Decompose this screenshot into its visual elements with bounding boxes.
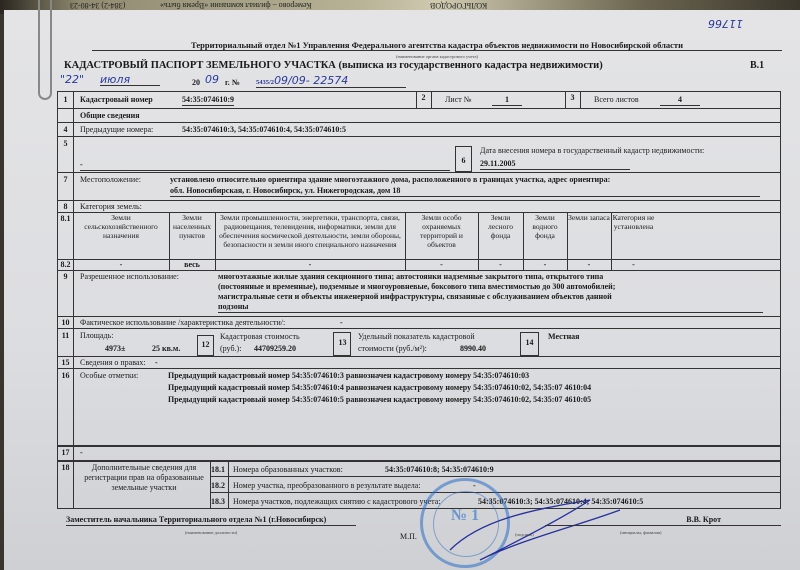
land-category-header: Земли сельскохозяйственного назначения	[84, 213, 158, 240]
official-position: Заместитель начальника Территориального отдела №1 (г.Новосибирск)	[66, 515, 356, 526]
specific-cost: 8990.40	[460, 344, 486, 353]
row5-value: -	[80, 160, 450, 171]
year-suffix: 09	[205, 73, 219, 86]
doc-number-hand: 09/09- 22574	[274, 74, 349, 87]
divider	[57, 172, 781, 173]
authority-name: Территориальный отдел №1 Управления Федерального агентства кадастра объектов недвижимости по Новосибирской области	[92, 40, 782, 51]
sub-row-value: -	[473, 481, 476, 490]
divider	[57, 270, 781, 271]
divider	[57, 445, 781, 447]
divider	[57, 316, 781, 317]
document-title: КАДАСТРОВЫЙ ПАСПОРТ ЗЕМЕЛЬНОГО УЧАСТКА (выписка из государственного кадастра недвижимости)	[64, 60, 603, 71]
divider	[228, 460, 229, 509]
area-label: Площадь:	[80, 331, 114, 340]
divider	[431, 91, 432, 108]
doc-number-printed: 5435/2	[256, 79, 275, 86]
divider	[405, 212, 406, 270]
row-number: 12	[201, 340, 210, 349]
stamp-number: № 1	[451, 507, 480, 524]
sub-row-number: 18.1	[211, 465, 225, 474]
year-prefix: 20	[192, 78, 200, 87]
sub-row-number: 18.2	[211, 481, 225, 490]
authority-caption: (наименование органа кадастрового учета)	[395, 54, 479, 59]
divider	[57, 122, 781, 123]
row-number: 13	[338, 338, 347, 347]
signature-caption: (подпись)	[515, 532, 534, 537]
divider	[57, 368, 781, 369]
area-value: 4973±	[105, 344, 126, 353]
sub-row-value: 54:35:074610:8; 54:35:074610:9	[385, 465, 494, 474]
land-category-label: Категория земель:	[80, 202, 142, 211]
location-address: обл. Новосибирская, г. Новосибирск, ул. Нижегородская, дом 18	[170, 186, 760, 197]
divider	[523, 212, 524, 270]
land-category-value: весь	[184, 260, 200, 269]
divider	[57, 108, 781, 109]
land-category-value: -	[543, 260, 547, 269]
land-category-value: -	[632, 260, 635, 269]
sheet-label: Лист №	[445, 95, 472, 104]
permitted-use-label: Разрешенное использование:	[80, 272, 179, 281]
row-number: 9	[63, 272, 68, 281]
cadastral-number-label: Кадастровый номер	[80, 95, 153, 104]
sub-row-number: 18.3	[211, 497, 225, 506]
specific-cost-label: Удельный показатель кадастровой	[358, 332, 475, 341]
land-category-header: Земли промышленности, энергетики, транспорта, связи, радиовещания, телевидения, информатики, земли для обеспечения космической деятельности, земли обороны, безопасности и земли иного специального назначения	[219, 213, 401, 249]
permitted-use-line: подзоны	[218, 302, 763, 313]
date-month: июля	[100, 75, 160, 86]
row-number: 18	[61, 463, 70, 472]
total-sheets-label: Всего листов	[594, 95, 639, 104]
row-number: 10	[61, 318, 70, 327]
handwritten-id: 11766	[708, 17, 743, 30]
cadastral-number-value: 54:35:074610:9	[182, 95, 234, 104]
official-name: В.В. Крот	[545, 515, 781, 526]
total-sheets: 4	[660, 95, 700, 106]
land-category-header: Земли особо охраняемых территорий и объектов	[420, 213, 463, 249]
sub-row-label: Номера образованных участков:	[233, 465, 343, 474]
seal-place: М.П.	[400, 532, 417, 541]
row-number: 15	[61, 358, 70, 367]
previous-numbers-value: 54:35:074610:3, 54:35:074610:4, 54:35:074610:5	[182, 125, 346, 134]
row-number: 6	[461, 156, 466, 165]
row-number: 8.1	[60, 214, 71, 223]
rights-value: -	[155, 358, 158, 367]
location-value: установлено относительно ориентира здание многоэтажного дома, расположенного в границах участка, адрес ориентира:	[170, 175, 611, 184]
divider	[210, 476, 781, 477]
special-note: Предыдущий кадастровый номер 54:35:074610:4 равнозначен кадастровому номеру 54:35:074610:02, 54:35:07 4610:04	[168, 383, 592, 392]
specific-cost-label-2: стоимости (руб./м²):	[358, 344, 427, 353]
permitted-use-line: многоэтажные жилые здания секционного типа; автостоянки надземные закрытого типа, открытого типа	[218, 272, 604, 281]
sub-row-value: 54:35:074610:3; 54:35:074610:4; 54:35:074610:5	[478, 497, 644, 506]
row-number: 1	[63, 95, 68, 104]
general-info-heading: Общие сведения	[80, 111, 140, 120]
row-number: 5	[63, 139, 68, 148]
cadastral-cost-unit: (руб.):	[220, 344, 242, 353]
divider	[567, 212, 568, 270]
registration-date-label: Дата внесения номера в государственный кадастр недвижимости:	[480, 146, 705, 155]
location-label: Местоположение:	[80, 175, 141, 184]
actual-use-value: -	[340, 318, 343, 327]
form-code: В.1	[750, 60, 765, 71]
row-number: 7	[63, 175, 68, 184]
row-number: 11	[61, 331, 70, 340]
divider	[478, 212, 479, 270]
permitted-use-line: магистральные сети и объекты инженерной инфраструктуры, связанные с обслуживанием объектов данной	[218, 292, 612, 301]
row-number: 14	[525, 338, 534, 347]
divider	[57, 460, 781, 462]
special-note: Предыдущий кадастровый номер 54:35:074610:5 равнозначен кадастровому номеру 54:35:074610:02, 54:35:07 4610:05	[168, 395, 592, 404]
position-caption: (наименование должности)	[184, 530, 238, 535]
background-phone: (384-2) 34-80-23	[70, 1, 126, 10]
divider	[169, 212, 170, 270]
number-sign: г. №	[225, 78, 240, 87]
divider	[57, 136, 781, 137]
land-category-value: -	[119, 260, 123, 269]
sheet-number: 1	[492, 95, 522, 106]
land-category-value: -	[440, 260, 443, 269]
special-notes-label: Особые отметки:	[80, 371, 139, 380]
row-number: 8	[63, 202, 68, 211]
divider	[611, 212, 612, 270]
row17-value: -	[80, 448, 83, 457]
registration-date: 29.11.2005	[480, 159, 630, 170]
background-text: Кемерово – филиал компании «Время быть»	[160, 1, 312, 10]
sub-row-label: Номер участка, преобразованного в результате выдела:	[233, 481, 421, 490]
row-number: 2	[421, 93, 426, 102]
row-number: 4	[63, 125, 68, 134]
date-day: "22"	[60, 73, 85, 86]
divider	[57, 328, 781, 329]
land-category-header: Земли запаса	[568, 213, 610, 222]
land-category-value: -	[308, 260, 312, 269]
row-number: 3	[570, 93, 575, 102]
land-category-value: -	[499, 260, 502, 269]
divider	[57, 200, 781, 201]
doc-number	[256, 76, 406, 88]
land-category-header: Земли населенных пунктов	[173, 213, 211, 240]
additional-info-label: Дополнительные сведения для регистрации прав на образованные земельные участки	[84, 463, 204, 492]
land-category-header: Земли водного фонда	[532, 213, 558, 240]
divider	[57, 356, 781, 357]
special-note: Предыдущий кадастровый номер 54:35:074610:3 равнозначен кадастровому номеру 54:35:074610:03	[168, 371, 530, 380]
cadastral-cost-label: Кадастровая стоимость	[220, 332, 300, 341]
name-caption: (инициалы, фамилия)	[620, 530, 662, 535]
permitted-use-line: (постоянные и временные), подземные и многоуровневые, боксового типа вместимостью до 300 автомобилей;	[218, 282, 616, 291]
cadastral-cost: 44709259.20	[254, 344, 296, 353]
background-other: КОЛЬГОРОДОВ	[430, 1, 488, 10]
sub-row-label: Номера участков, подлежащих снятию с кадастрового учета:	[233, 497, 441, 506]
row-number: 16	[61, 371, 70, 380]
rights-label: Сведения о правах:	[80, 358, 146, 367]
area-tolerance: 25 кв.м.	[152, 344, 181, 353]
divider	[580, 91, 581, 108]
previous-numbers-label: Предыдущие номера:	[80, 125, 154, 134]
land-category-value: -	[587, 260, 591, 269]
actual-use-label: Фактическое использование /характеристика деятельности/:	[80, 318, 286, 327]
row-number: 8.2	[60, 260, 71, 269]
coordinate-system: Местная	[548, 332, 580, 341]
divider	[215, 212, 216, 270]
row-number: 17	[61, 448, 70, 457]
land-category-header: Категория не установлена	[612, 213, 655, 231]
paper-clip	[38, 0, 52, 100]
land-category-header: Земли лесного фонда	[488, 213, 513, 240]
